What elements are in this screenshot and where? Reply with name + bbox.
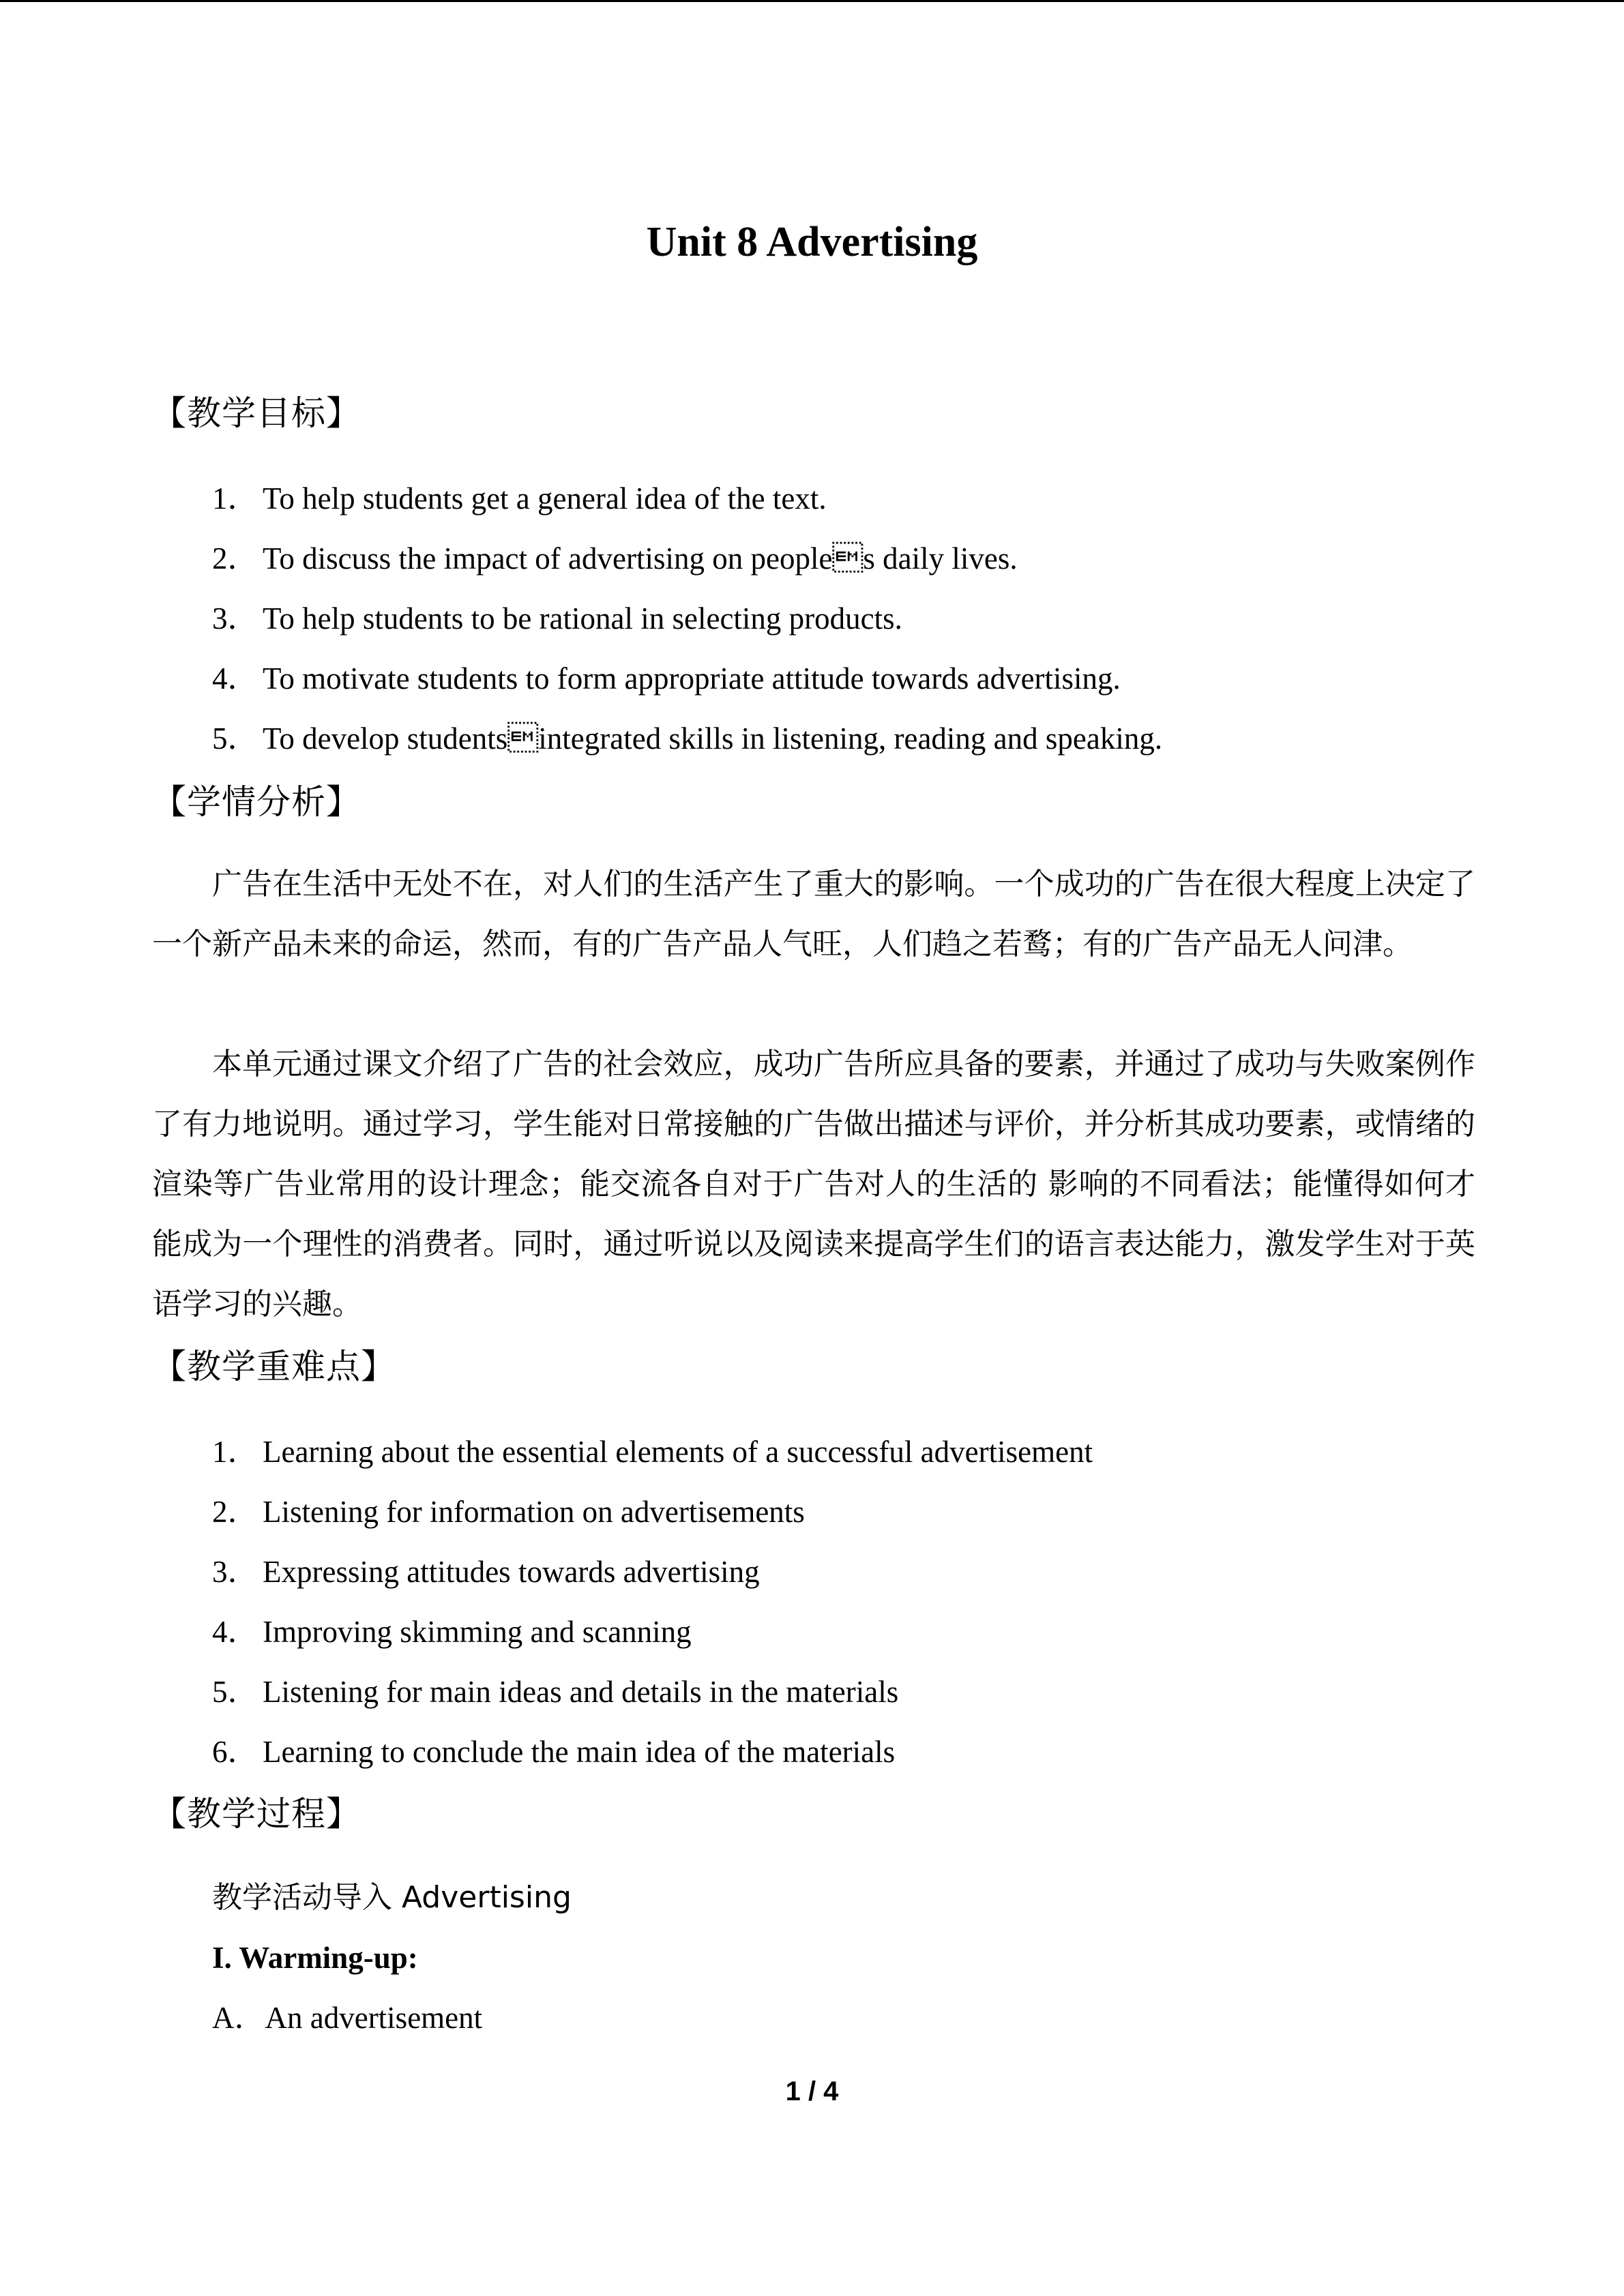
document-title: Unit 8 Advertising: [646, 219, 978, 265]
list-item-text: Learning about the essential elements of a successful advertisement: [263, 1435, 1093, 1469]
list-item-number: 2．: [212, 1495, 259, 1529]
section-heading-key-points: 【教学重难点】: [152, 1347, 396, 1386]
list-item-number: 5．: [212, 1675, 259, 1709]
list-item: [212, 1671, 898, 1712]
process-intro: 教学活动导入 Advertising: [212, 1880, 572, 1915]
section-heading-process: 【教学过程】: [152, 1794, 361, 1834]
warmup-heading: I. Warming-up:: [212, 1941, 418, 1975]
list-item-text: To help students to be rational in selecting products.: [263, 601, 902, 636]
list-item-number: 4．: [212, 661, 259, 696]
list-item-text: Learning to conclude the main idea of the materials: [263, 1735, 896, 1769]
list-item-number: 1．: [212, 1435, 259, 1469]
list-item-number: 3．: [212, 601, 259, 636]
list-item-text: To help students get a general idea of the text.: [263, 481, 827, 516]
list-item-number: 2．: [212, 541, 259, 576]
list-item-text: To motivate students to form appropriate attitude towards advertising.: [263, 661, 1121, 696]
list-item: [212, 658, 1121, 699]
list-item: [212, 538, 1018, 579]
list-item-text: To develop studentsintegrated skills in listening, reading and speaking.: [263, 721, 1163, 756]
section-heading-objectives: 【教学目标】: [152, 393, 361, 433]
list-item-number: 5．: [212, 721, 259, 756]
page-indicator: 1 / 4: [785, 2076, 839, 2106]
list-item: [212, 1431, 1093, 1472]
list-item-text: Expressing attitudes towards advertising: [263, 1555, 760, 1589]
list-item: [212, 598, 902, 639]
list-item-text: To discuss the impact of advertising on peoples daily lives.: [263, 541, 1018, 576]
list-item-text: Listening for main ideas and details in the materials: [263, 1675, 899, 1709]
list-item: [212, 1491, 805, 1532]
list-item: [212, 1731, 895, 1772]
warmup-item-a: A．An advertisement: [212, 2001, 483, 2035]
list-item: [212, 718, 1162, 759]
list-item-text: Improving skimming and scanning: [263, 1615, 692, 1649]
list-item: [212, 1551, 760, 1592]
analysis-paragraph-1: 广告在生活中无处不在，对人们的生活产生了重大的影响。一个成功的广告在很大程度上决定了一个新产品未来的命运，然而，有的广告产品人气旺，人们趋之若鹜；有的广告产品无人问津。: [152, 867, 1475, 961]
list-item-number: 4．: [212, 1615, 259, 1649]
list-item-number: 6．: [212, 1735, 259, 1769]
analysis-paragraph-2: 本单元通过课文介绍了广告的社会效应，成功广告所应具备的要素，并通过了成功与失败案例作了有力地说明。通过学习，学生能对日常接触的广告做出描述与评价，并分析其成功要素，或情绪的渲染等广告业常用的设计理念；能交流各自对于广告对人的生活的 影响的不同看法；能懂得如何才能成为一个理性的消费者。同时，通过听说以及阅读来提高学生们的语言表达能力，激发学生对于英语学习的兴趣。: [152, 1047, 1475, 1322]
list-item-number: 3．: [212, 1555, 259, 1589]
list-item: [212, 478, 827, 519]
list-item-text: Listening for information on advertisements: [263, 1495, 805, 1529]
list-item: [212, 1611, 692, 1652]
list-item-number: 1．: [212, 481, 259, 516]
section-heading-analysis: 【学情分析】: [152, 782, 361, 822]
